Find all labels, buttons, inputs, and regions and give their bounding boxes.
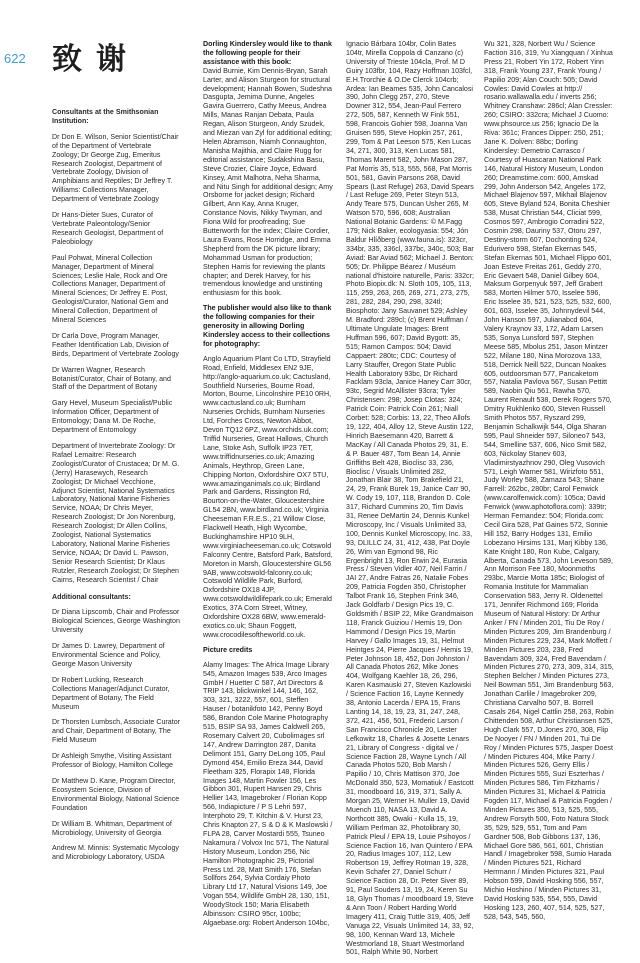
page-edge <box>0 0 6 766</box>
additional-consultant-entry: Dr William B. Whitman, Department of Microbiology, University of Georgia <box>52 819 172 837</box>
picture-credits-paragraph: Wu 321, 328, Norbert Wu / Science Faction 316, 319, Yu Xiangquan / Xinhua Press 21, Robert Yin 172, Robert Yinn 318, Frank Young 237, Frank Young / Papilio 209; Alan Couch: 505; David Cowles: David Cowles at http:// rosario.wallawalla.edu / inverts 256; Whitney Cranshaw: 286cl; Alan Cressler: 260; CSIRO: 332cra; Michael J Cuomo: www.phsource.us 256; Ignacio De la Riva: 361c; Frances Dipper: 250, 251; Jane K. Dolven: 88bc; Dorling Kindersley: Demetrio Carrasco / Courtesy of Huascaran National Park 146, Natural History Museum, London 260; Dreamstime.com: 600, Amskad 299, John Anderson 542, Angeles 172, Michael Blajenov 597, Mikhail Blajenov 605, Steve Byland 524, Bonita Cheshier 538, Musat Christian 544, Cliciat 599, Cosmos 597, Ambrogio Corradini 522, Cosmin 298, Dauriny 537, Otoru 297, Destiny-storm 607, Dochonting 524, Edurivero 598, Stefan Ekernas 545, Stefan Ekernas 501, Michael Flippo 601, Joan Esteve Freitas 261, Geddy 270, Eric Gevaert 548, Daniel Gilbey 604, Maksum Gorpenyuk 597, Jeff Grabert 583, Morten Hilmer 570, Isselee 596, Eric Isselee 35, 521, 523, 525, 532, 600, 601, 603, Isselee 35, Johnnydevil 544, John Hanson 597, Julianabcd 604, Valery Kraynov 33, 172, Adam Larsen 535, Sonya Lunsford 597, Stephen Meese 585, Mbolus 251, Jason Mintzer 522, Milane 180, Nina Morozova 133, 518, Derrick Neill 522, Duncan Noakes 605, outdoorsman 577, Pancaketom 557, Natalia Pavlova 567, Susan Pettitt 589, Naobin Qiu 561, Rawha 570, Laurent Renault 538, Derek Rogers 570, Dmitry Rukhlenko 600, Steven Russell Smith Photos 557, Ryszard 299, Benjamin Schalkwijk 544, Olga Sharan 595, Paul Shneider 597, Siloneo7 543, 544, Smelline 537, 606, Nico Smit 582, 603, Nickolay Stanev 603, Vladimirstyazhnov 290, Oleg Vusovich 571, Leigh Warner 581, Wirizfoto 551, Judy Worley 588, Zamaza 543; Shane Farrell: 262bc, 280br; Carol Fenwick (www.carolfenwick.com): 105ca; David Fenwick (www.aphotoflora.com): 339tr; Herman Fernandez: 504; Florida.com: Cecil Gira 528, Pat Gaines 572, Sonnie Hill 152, Barry Hodges 131, Emilio Lobezano Hirsims 131, Marj Kibby 136, Kate Knight 180, Ron Kube, Calgary, Alberta, Canada 573, John Leveson 589, Ann Morrison Fee 180, Moonmoths 293bc, Marcie Motta 185c; Biologist of Romania Institute for Mammalian Conservation 583, Jerry R. Oldenettel 171, Jennifer Richmond 169; Florida Museum of Natural History: Dr Arthur Anker / FN / Minden 201, Tiu De Roy / Minden Pictures 209, Jim Brandenburg / Minden Pictures 229, 234, Mark Moffett / Minden Pictures 203, 238, Fred Bavendam 309, 324, Fred Bavendam / Minden Pictures 270, 273, 309, 314, 315, Stephen Belcher / Minden Pictures 273, Neil Bowman 551, Jim Brandenburg 563, Jonathan Carlile / Imagebroker 209, Christiana Carvalho 507, B. Borrell Casals 264, Nigel Cattlin 258, 263, Robin Chittenden 508, Arthur Christiansen 525, Hugh Clark 557, D.Jones 270, 308, Flip De Nooyer / FN / Minden 201, Tui De Roy / Minden Pictures 575, Jasper Doest / Minden Pictures 404, Mike Parry / Minden Pictures 526, Gerry Ellis / Minden Pictures 555, Suzi Eszterhas / Minden Pictures 586, Tim Fitzharris / Minden Pictures 31, Michael & Patricia Fogden 117, Michael & Patricia Fogden / Minden Pictures 350, 513, 525, 555, Andrew Forsyth 500, Foto Natura Stock 35, 529, 529, 551, Tom and Pam Gardner 508, Bob Gibbons 137, 136, Michael Gore 586, 561, 601, Christian Handl / Imagebroker 598, Sumio Harada / Minden Pictures 521, Richard Herrmann / Minden Pictures 321, Paul Hobson 599, David Hosking 556, 557, Michio Hoshino / Minden Pictures 31, David Hosking 535, 554, 555, David Hosking 123, 260, 407, 514, 525, 527, 528, 543, 545, 560, <box>484 40 614 921</box>
section-heading-additional: Additional consultants: <box>52 592 131 601</box>
thanks-heading: Dorling Kindersley would like to thank the following people for their assistance with this book: <box>203 40 332 66</box>
consultant-entry: Paul Pohwat, Mineral Collection Manager, Department of Mineral Sciences; Leslie Hale, Rock and Ore Collections Manager, Department of Mineral Sciences; Dr Jeffrey E. Post, Geologist/Curator, National Gem and Mineral Collection, Department of Mineral Sciences <box>52 253 169 325</box>
additional-consultant-entry: Dr Ashleigh Smythe, Visiting Assistant Professor of Biology, Hamilton College <box>52 752 173 770</box>
consultant-entry: Dr Carla Dove, Program Manager, Feather Identification Lab, Division of Birds, Department of Vertebrate Zoology <box>52 331 179 358</box>
column-credits-continued-2 <box>484 40 614 928</box>
thanks-paragraph: David Burnie, Kim Dennis-Bryan, Sarah Larter, and Alison Sturgeon for structural development; Hannah Bowen, Sudeshna Dasgupta, Jemima Dunne, Angeles Gavira Guerrero, Cathy Meeus, Andrea Mills, Manas Ranjan Debata, Paula Regan, Alison Sturgeon, Andy Szudek, and Miezan van Zyl for additional editing; Helen Abramson, Niamh Connaughton, Manisha Majithia, and Claire Rugg for editorial assistance; Sudakshina Basu, Steve Crozier, Claire Joyce, Edward Kinsey, Amit Malhotra, Neha Sharma, and Nitu Singh for additional design; Amy Orsborne for jacket design; Richard Gilbert, Ann Kay, Anna Kruger, Constance Novis, Nikky Twyman, and Fiona Wild for proofreading; Sue Butterworth for the index; Claire Cordier, Laura Evans, Rose Horridge, and Emma Shepherd from the DK picture library; Mohammad Usman for production; Stephen Harris for reviewing the plants chapter; and Derek Harvey, for his tremendous knowledge and unstinting enthusiasm for this book. <box>203 66 333 298</box>
additional-consultant-entry: Dr Matthew D. Kane, Program Director, Ecosystem Science, Division of Environmental Biology, National Science Foundation <box>52 777 180 812</box>
additional-consultant-entry: Dr Thorsten Lumbsch, Associate Curator and Chair, Department of Botany, The Field Museum <box>52 718 181 745</box>
column-thanks <box>203 40 333 934</box>
consultant-entry: Department of Invertebrate Zoology: Dr Rafael Lemaitre: Research Zoologist/Curator of Crustacea; Dr M. G. (Jerry) Harasewych, Research Zoologist; Dr Michael Vecchione, Adjunct Scientist, National Systematics Laboratory, National Marine Fisheries Service, NOAA; Dr Chris Meyer, Research Zoologist; Dr Jon Norenburg, Research Zoologist; Dr Allen Collins, Zoologist, National Systematics Laboratory, National Marine Fisheries Service, NOAA; Dr David L. Pawson, Senior Research Scientist; Dr Klaus Rutzler, Research Zoologist; Dr Stephen Cairns, Research Scientist / Chair <box>52 442 180 584</box>
picture-credits-paragraph: Ignacio Bárbara 104br, Colin Bates 104tr, Mirella Coppola di Canzano (c) University of Trieste 104cla, Prof. M D Guiry 103fbr, 104, Razy Hoffman 103fcl, E.H.Trorchie & O.De Clerck 104crb; Ardea: Ian Beames 535, John Cancalosi 390, John Clegg 257, 270, Steve Downer 312, 554, Jean-Paul Ferrero 272, 505, 587, Kenneth W Fink 551, 598, Francois Gohier 598, Joanna Van Gruisen 595, Steve Hopkin 257, 261, 299, Tom & Pat Leeson 575, Ken Lucas 34, 271, 300, 313, Ken Lucas 581, Thomas Marent 582, John Mason 287, Pat Morris 35, 513, 555, 568, Pat Morris 501, 581, Gavin Parsons 268, David Spears (Last Refuge) 263, David Spears / Last Refuge 269, Peter Steyn 513, Andy Teare 575, Duncan Usher 265, M Watson 570, 596, 608; Australian National Botanic Gardens: © M.Fagg 179; Nick Baker, ecologyasia: 554; Jón Baldur Hlíðberg (www.fauna.is): 323cr, 334br, 335, 336cl, 337bc, 340c, 503; Bar Aviad: Bar Aviad 562; Michael J. Benton: 505; Dr. Philippe Béarez / Muséum national d'histoire naturelle, Paris: 332cr; Photo Biopix.dk: N. Sloth 105, 105, 113, 115, 259, 263, 265, 269, 271, 273, 275, 281, 282, 284, 290, 298, 324tl; Biosphoto: Jany Sauvanet 529; Ashley M. Bradford: 289cl; (c) Brent Huffman / Ultimate Ungulate Images: Brent Huffman 596, 607; David Bygott: 35, 515; Ramon Campos: 504; David Cappaert: 280tc; CDC: Courtesy of Larry Stauffer, Oregon State Public Health Laboratory 93bc, Dr Richard Facklam 93cla, Janice Haney Carr 30cr, 93tc, Segrid McAllister 93cra; Tyler Christensen: 298; Josep Clotas: 324; Patrick Coin: Patrick Coin 261; Niall Corbet: 528; Corbis: 13, 22, Theo Allofs 19, 122, 404, Alloy 12, Steve Austin 122, Hinrich Baesemann 420, Barrett & MacKay / All Canada Photos 29, 31, E. & P. Bauer 487, Tom Bean 14, Annie Griffiths Belt 428, Bioclisc 33, 236, Bioclisc / Visuals Unlimited 282, Jonathan Blair 38, Tom Brakefield 21, 24, 29, Frank Burek 19, Janice Carr 90, W. Cody 19, 107, 118, Brandon D. Cole 317, Richard Cummins 20, Tim Davis 31, Renee DeMartin 24, Dennis Kunkel Microscopy, Inc / Visuals Unlimited 33, 100, Dennis Kunkel Microscopy, Inc. 33, 93, DLILLC 24, 31, 412, 438, Pat Doyle 26, Wim van Egmond 98, Ric Ergenbright 13, Ron Erwin 24, Eurasia Press / Steven Vidler 407, Neil Farrin / JAI 27, Andre Fatras 26, Natalie Fobes 209, Patricia Fogden 350, Christopher Talbot Frank 16, Stephen Frink 346, Jack Goldfarb / Design Pics 19, C. Goldsmith / BSIP 22, Mike Grandmaison 118, Franck Guiziou / Hemis 19, Don Hammond / Design Pics 19, Martin Harvey / Gallo Images 19, 31, Helmut Heintges 24, Pierre Jacques / Hemis 19, Peter Johnson 18, 452, Don Johnston / All Canada Photos 262, Mike Jones 404, Wolfgang Kaehler 18, 26, 296, Karen Kasmauski 27, Steven Kazlowski / Science Faction 16, Layne Kennedy 38, Antonio Lacerda / EPA 15, Frans Lanting 14, 18, 19, 23, 31, 247, 248, 372, 421, 456, 501, Frederic Larson / San Francisco Chronicle 20, Lester Lefkowitz 18, Charles & Josette Lenars 21, Library of Congress - digital ve / Science Faction 28, Wayne Lynch / All Canada Photos 520, Bob Marsh / Papilio / 10, Chris Mattison 370, Joe McDonald 350, 523, Momatiuk / Eastcott 31, moodboard 16, 319, 371, Sally A. Morgan 25, Werner H. Muller 19, David Muench 110, NASA 13, David A. Northcott 385, Owaki - Kulla 15, 19, William Perlman 32, Photolibrary 30, Patrick Pleul / EPA 19, Louie Psihoyos / Science Faction 16, Ivan Quintero / EPA 20, Radius Images 107, 112, Lew Robertson 19, Jeffrey Rotman 19, 328, Kevin Schafer 27, Daniel Schurr / Science Faction 28, Dr. Peter Siver 89, 91, Paul Souders 13, 19, 24, Keren Su 18, Glyn Thomas / moodboard 19, Steve & Ann Toon / Robert Harding World Imagery 411, Craig Tuttle 319, 405, Jeff Vanuga 22, Visuals Unlimited 14, 33, 92, 98, 100, Kennan Ward 13, Michele Westmorland 18, Stuart Westmorland 501, Ralph White 90, Norbert <box>346 40 474 957</box>
page-number: 622 <box>0 50 40 68</box>
additional-consultant-entry: Dr Diana Lipscomb, Chair and Professor Biological Sciences, George Washington University <box>52 608 180 635</box>
consultant-entry: Dr Warren Wagner, Research Botanist/Curator, Chair of Botany, and Staff of the Department of Botany <box>52 365 171 392</box>
picture-credits-paragraph: Alamy Images: The Africa Image Library 545, Amazon Images 539, Arco Images GmbH / Huetter C 587, Art Directors & TRIP 143, blickwinkel 144, 146, 162, 303, 321, 3222, 557, 601, Steffen Hauser / botanikfoto 142, Penny Boyd 586, Brandon Cole Marine Photography 515, BSIP SA 93, James Caldwell 265, Rosemary Calvert 20, Cubolimages srl 147, Andrew Darrington 287, Danita Delimont 151, Garry DeLong 105, Paul Dymond 454, Emilio Ereza 344, David Fleetham 325, Florapix 148, Florida Images 148, Martin Fowler 156, Les Gibbon 301, Rupert Hansen 29, Chris Hellier 143, Imagebroker / Florian Kopp 566, Indiapicture / P S Lehri 597, Interphoto 29, T. Kitchin & V. Hurst 23, Chris Knapton 27, S & D & K Maslowski / FLPA 28, Carver Mostardi 555, Tsuneo Nakamura / Volvox Inc 571, The Natural History Museum, London 256, Nic Hamilton Photographic 29, Pictorial Press Ltd. 28, Matt Smith 176, Stefan Sollfors 264, Sylvia Cordaiy Photo Library Ltd 17, Natural Visions 149, Joe Vogan 554, Wildlife GmbH 28, 130, 151, WoodyStock 150; Maria Elisabeth Albinsson: CSIRO 95cr, 100bc; Algaebase.org: Robert Anderson 104bc, <box>203 660 333 927</box>
section-heading-consultants: Consultants at the Smithsonian Institution: <box>52 108 159 125</box>
publisher-heading: The publisher would also like to thank the following companies for their generosity in allowing Dorling Kindersley access to their collections for photography: <box>203 304 332 348</box>
consultant-entry: Dr Hans-Dieter Sues, Curator of Vertebrate Paleontology/Senior Research Geologist, Department of Paleobiology <box>52 211 164 246</box>
consultant-entry: Dr Don E. Wilson, Senior Scientist/Chair of the Department of Vertebrate Zoology; Dr George Zug, Emeritus Research Zoologist, Department of Vertebrate Zoology, Division of Amphibians and Reptiles; Dr Jeffrey T. Williams: Collections Manager, Department of Vertebrate Zoology <box>52 132 179 204</box>
additional-consultant-entry: Dr Robert Lucking, Research Collections Manager/Adjunct Curator, Department of Botany, The Field Museum <box>52 675 170 711</box>
page-title: 致谢 <box>52 42 140 77</box>
column-credits-continued <box>346 40 474 963</box>
additional-consultant-entry: Dr James D. Lawrey, Department of Environmental Science and Policy, George Mason University <box>52 642 165 668</box>
additional-consultant-entry: Andrew M. Minnis: Systematic Mycology and Microbiology Laboratory, USDA <box>52 844 179 862</box>
publisher-paragraph: Anglo Aquarium Plant Co LTD, Strayfield Road, Enfield, Middlesex EN2 9JE, http://anglo-aquarium.co.uk; Cactusland, Southfield Nurseries, Bourne Road, Morton, Bourne, Lincolnshire PE10 0RH, www.cactusland.co.uk; Burnham Nurseries Orchids, Burnham Nurseries Ltd, Forches Cross, Newton Abbot, Devon TQ12 6PZ, www.orchids.uk.com; Triffid Nurseries, Great Hallows, Church Lane, Stoke Ash, Suffolk IP23 7ET, www.triffidnurseries.co.uk; Amazing Animals, Heythrop, Green Lane, Chipping Norton, Oxfordshire OX7 5TU, www.amazinganimals.co.uk; Birdland Park and Gardens, Rissington Rd, Bourton-on-the-Water, Gloucestershire GL54 2BN, www.birdland.co.uk; Virginia Cheeseman F.R.E.S., 21 Willow Close, Flackwell Heath, High Wycombe, Buckinghamshire HP10 9LH, www.virginiacheeseman.co.uk; Cotswold Falconry Centre, Batsford Park, Batsford, Moreton in Marsh, Gloucestershire GL56 9AB, www.cotswold-falconry.co.uk; Cotswold Wildlife Park, Burford, Oxfordshire OX18 4JP, www.cotswoldwildlifepark.co.uk; Emerald Exotics, 37A Corn Street, Witney, Oxfordshire OX28 6BW, www.emerald-exotics.co.uk; Shaun Foggett, www.crocodilesoftheworld.co.uk. <box>203 354 333 639</box>
picture-credits-heading: Picture credits <box>203 645 253 654</box>
column-consultants <box>52 108 180 869</box>
consultant-entry: Gary Hevel, Museum Specialist/Public Information Officer, Department of Entomology; Dana M. De Roche, Department of Entomology <box>52 399 173 435</box>
